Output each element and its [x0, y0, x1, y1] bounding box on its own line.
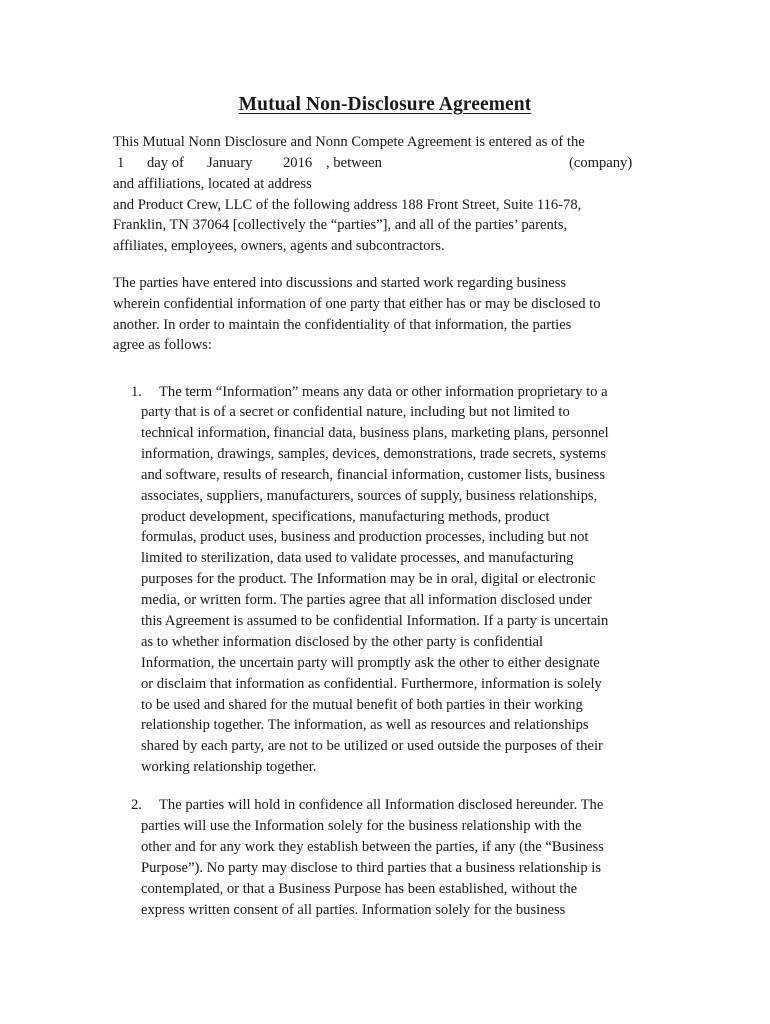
clause-line: and software, results of research, financial information, customer lists, business [141, 467, 606, 483]
intro-line: and affiliations, located at address [113, 176, 312, 192]
between-label: , between [326, 155, 382, 171]
intro-line: This Mutual Nonn Disclosure and Nonn Compete Agreement is entered as of the [113, 134, 585, 150]
clause-line: Information, the uncertain party will promptly ask the other to either designate [141, 655, 600, 671]
intro-line: affiliates, employees, owners, agents and subcontractors. [113, 238, 445, 254]
year-field[interactable]: 2016 [283, 155, 313, 171]
clause-number: 2. [131, 797, 142, 813]
clause-line: express written consent of all parties. Information solely for the business [141, 902, 566, 918]
clause-line: The parties will hold in confidence all Information disclosed hereunder. The [159, 797, 604, 813]
clause-number: 1. [131, 384, 142, 400]
clause-line: technical information, financial data, business plans, marketing plans, personnel [141, 425, 609, 441]
clause-line: party that is of a secret or confidential nature, including but not limited to [141, 404, 570, 420]
clause-line: as to whether information disclosed by the other party is confidential [141, 634, 544, 650]
intro-line: and Product Crew, LLC of the following address 188 Front Street, Suite 116-78, [113, 197, 582, 213]
paragraph-line: wherein confidential information of one party that either has or may be disclosed to [113, 296, 601, 312]
paragraph-line: another. In order to maintain the confidentiality of that information, the parties [113, 317, 572, 333]
clause-line: Purpose”). No party may disclose to third parties that a business relationship is [141, 860, 602, 876]
paragraph-line: The parties have entered into discussions and started work regarding business [113, 275, 567, 291]
clause-line: media, or written form. The parties agree that all information disclosed under [141, 592, 592, 608]
clause-line: purposes for the product. The Information may be in oral, digital or electronic [141, 571, 596, 587]
clause-line: other and for any work they establish between the parties, if any (the “Business [141, 839, 604, 855]
day-field[interactable]: 1 [117, 155, 125, 171]
paragraph-line: agree as follows: [113, 337, 212, 353]
intro-line: Franklin, TN 37064 [collectively the “parties”], and all of the parties’ parents, [113, 217, 568, 233]
clause-line: working relationship together. [141, 759, 317, 775]
clause-line: shared by each party, are not to be utilized or used outside the purposes of their [141, 738, 603, 754]
clause-line: contemplated, or that a Business Purpose has been established, without the [141, 881, 578, 897]
clause-line: to be used and shared for the mutual benefit of both parties in their working [141, 697, 583, 713]
clause-line: relationship together. The information, as well as resources and relationships [141, 717, 589, 733]
company-label: (company) [569, 155, 633, 171]
month-field[interactable]: January [207, 155, 253, 171]
clause-line: or disclaim that information as confidential. Furthermore, information is solely [141, 676, 602, 692]
clause-line: The term “Information” means any data or other information proprietary to a [159, 384, 608, 400]
document-title: Mutual Non-Disclosure Agreement [238, 94, 532, 115]
day-label: day of [147, 155, 184, 171]
clause-line: information, drawings, samples, devices, demonstrations, trade secrets, systems [141, 446, 606, 462]
clause-line: limited to sterilization, data used to validate processes, and manufacturing [141, 550, 574, 566]
clause-line: formulas, product uses, business and production processes, including but not [141, 529, 589, 545]
clause-line: parties will use the Information solely for the business relationship with the [141, 818, 582, 834]
clause-line: associates, suppliers, manufacturers, sources of supply, business relationships, [141, 488, 598, 504]
clause-line: this Agreement is assumed to be confidential Information. If a party is uncertain [141, 613, 609, 629]
clause-line: product development, specifications, manufacturing methods, product [141, 509, 550, 525]
